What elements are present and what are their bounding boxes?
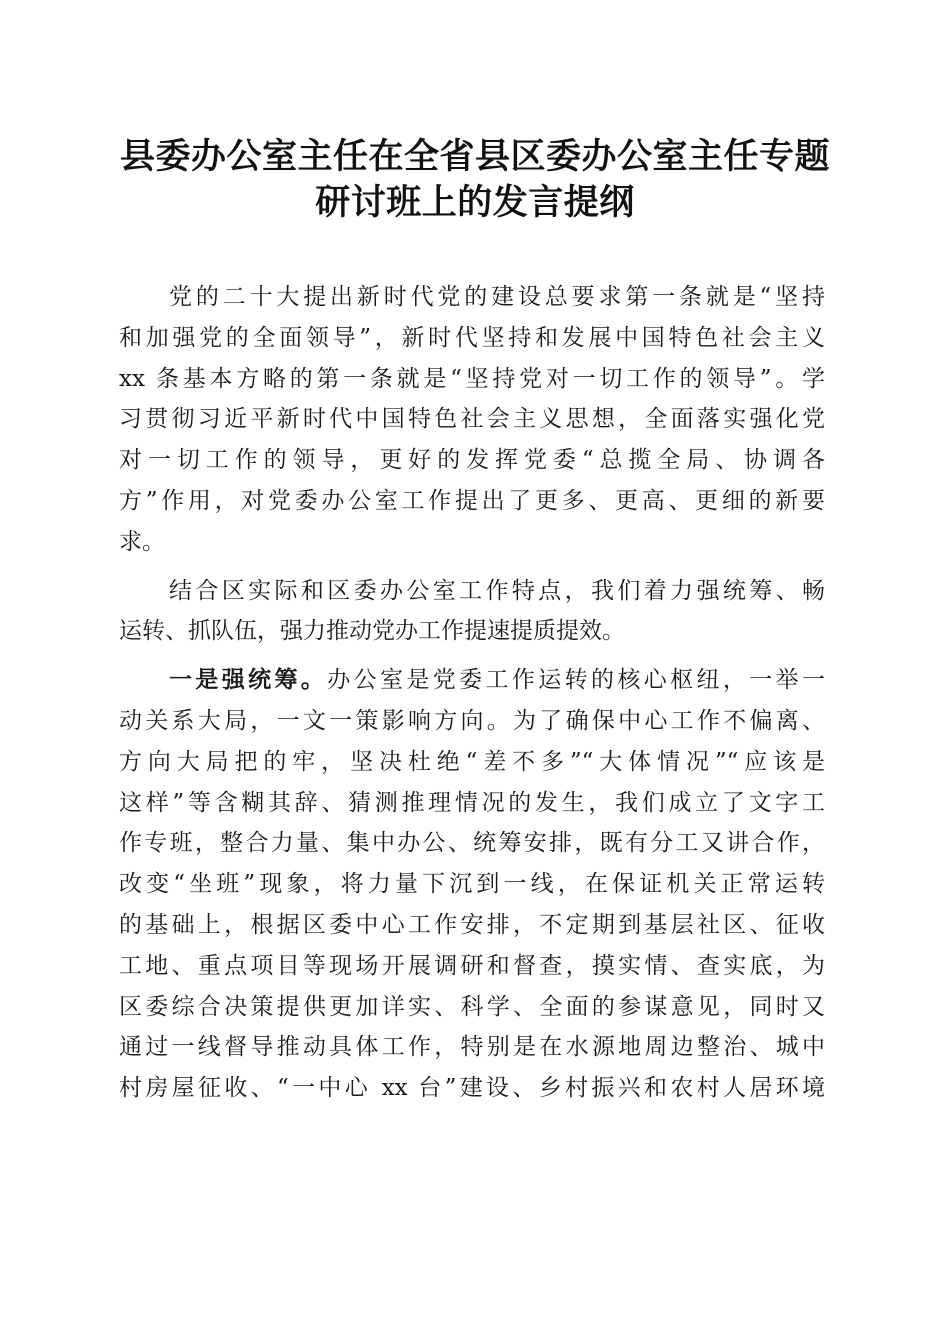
paragraph-gap [119,563,825,571]
text-line-first [119,660,825,701]
text-line: 的基础上，根据区委中心工作安排，不定期到基层社区、征收 [119,911,825,938]
text-line: 党的二十大提出新时代党的建设总要求第一条就是“坚持 [169,284,825,310]
text-line: 求。 [119,528,165,555]
text-line: 对一切工作的领导，更好的发挥党委“总揽全局、协调各 [119,447,825,474]
paragraph-gap [119,652,825,660]
text-line: 动关系大局，一文一策影响方向。为了确保中心工作不偏离、 [119,707,825,734]
text-line: 方”作用，对党委办公室工作提出了更多、更高、更细的新要 [119,487,825,514]
text-line: 方向大局把的牢，坚决杜绝“差不多”“大体情况”“应该是 [119,748,825,775]
text-line: 村房屋征收、“一中心 xx 台”建设、乡村振兴和农村人居环境 [119,1075,825,1102]
text-line: 改变“坐班”现象，将力量下沉到一线，在保证机关正常运转 [119,871,825,898]
document-body [119,277,825,1109]
paragraph-1 [119,277,825,563]
text-line: 习贯彻习近平新时代中国特色社会主义思想，全面落实强化党 [119,406,825,433]
document-title [100,134,850,226]
title-line-1: 县委办公室主任在全省县区委办公室主任专题 [119,136,830,177]
paragraph-lead: 一是强统筹。 [169,666,328,694]
paragraph-3 [119,660,825,1109]
title-line-2: 研讨班上的发言提纲 [315,182,635,223]
text-line-rest: 办公室是党委工作运转的核心枢纽，一举一 [327,667,825,694]
text-line: 运转、抓队伍，强力推动党办工作提速提质提效。 [119,618,625,645]
text-line: 这样”等含糊其辞、猜测推理情况的发生，我们成立了文字工 [119,789,825,816]
text-line: 和加强党的全面领导”，新时代坚持和发展中国特色社会主义 [119,324,825,351]
text-line: 通过一线督导推动具体工作，特别是在水源地周边整治、城中 [119,1034,825,1061]
text-line: 区委综合决策提供更加详实、科学、全面的参谋意见，同时又 [119,993,825,1020]
text-line: xx 条基本方略的第一条就是“坚持党对一切工作的领导”。学 [119,365,825,392]
paragraph-2 [119,571,825,653]
text-line: 结合区实际和区委办公室工作特点，我们着力强统筹、畅 [169,577,825,604]
text-line: 作专班，整合力量、集中办公、统筹安排，既有分工又讲合作， [119,830,825,857]
text-line: 工地、重点项目等现场开展调研和督查，摸实情、查实底，为 [119,952,825,979]
